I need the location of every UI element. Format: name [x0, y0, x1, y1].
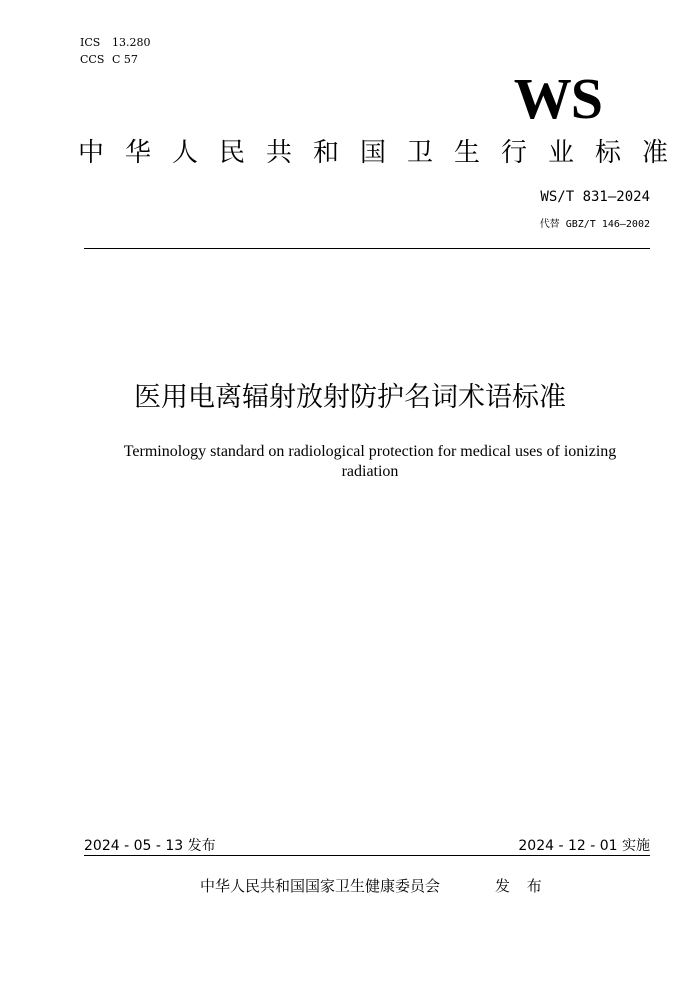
- ics-value: 13.280: [112, 36, 151, 49]
- implementation-date: 2024 - 12 - 01 实施: [518, 838, 650, 854]
- ccs-label: CCS: [80, 53, 105, 66]
- standard-number: WS/T 831—2024: [540, 189, 650, 205]
- industry-standard-title: 中华人民共和国卫生行业标准: [78, 138, 690, 168]
- document-title-english: Terminology standard on radiological protection for medical uses of ionizing radiation: [123, 443, 617, 480]
- classification-codes: [80, 34, 151, 68]
- ccs-value: C 57: [112, 53, 138, 66]
- bottom-divider: [84, 855, 650, 856]
- ics-label: ICS: [80, 36, 101, 49]
- top-divider: [84, 248, 650, 249]
- issue-label: 发 布: [495, 877, 548, 895]
- ws-logo: WS: [513, 66, 602, 131]
- publish-date: 2024 - 05 - 13 发布: [84, 838, 216, 854]
- document-title-chinese: 医用电离辐射放射防护名词术语标准: [134, 382, 566, 413]
- ics-row: [80, 34, 151, 51]
- issuing-authority: 中华人民共和国国家卫生健康委员会: [200, 877, 441, 895]
- ccs-row: [80, 51, 151, 68]
- replaces-standard: 代替 GBZ/T 146—2002: [539, 219, 650, 230]
